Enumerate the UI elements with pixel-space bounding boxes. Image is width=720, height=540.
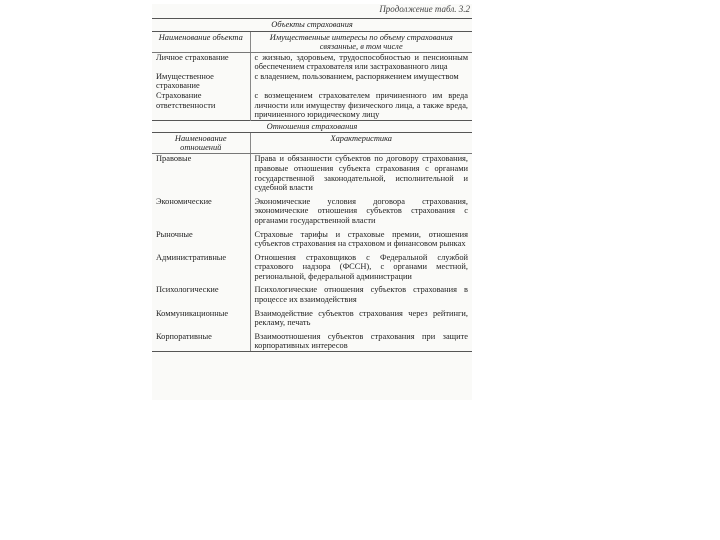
row-desc: с жизнью, здоровьем, трудоспособностью и пенсионным обеспечением страхователя или застрахованного лица [250, 52, 472, 72]
header-row [152, 133, 472, 154]
row-name: Административные [156, 252, 227, 262]
section-title-row [152, 19, 472, 32]
table-row [152, 91, 472, 120]
row-name: Личное страхование [156, 52, 229, 62]
row-desc: с владением, пользованием, распоряжением имуществом [250, 72, 472, 91]
table-row [152, 253, 472, 282]
row-name: Рыночные [156, 229, 193, 239]
table-row [152, 332, 472, 352]
row-desc: Взаимодействие субъектов страхования через рейтинги, рекламу, печать [250, 309, 472, 328]
header-characteristic: Характеристика [250, 133, 472, 154]
section-title-relations: Отношения страхования [152, 120, 472, 133]
table-caption: Продолжение табл. 3.2 [379, 4, 470, 14]
header-row [152, 31, 472, 52]
row-name: Правовые [156, 154, 192, 164]
header-relation-name: Наименование отношений [152, 133, 250, 154]
table-row [152, 230, 472, 249]
header-object-name: Наименование объекта [152, 31, 250, 52]
row-desc: Страховые тарифы и страховые премии, отношения субъектов страхования на страховом и финансовом рынках [250, 230, 472, 249]
row-name: Имущественное страхование [156, 71, 214, 91]
insurance-table [152, 18, 472, 352]
row-desc: с возмещением страхователем причиненного им вреда личности или имуществу физического лица, а также вреда, причиненного юридическому лицу [250, 91, 472, 120]
scanned-table-page [152, 4, 472, 400]
row-desc: Психологические отношения субъектов страхования в процессе их взаимодействия [250, 285, 472, 304]
row-desc: Экономические условия договора страхования, экономические отношения субъектов страхования с органами государственной власти [250, 197, 472, 226]
row-desc: Взаимоотношения субъектов страхования при защите корпоративных интересов [250, 332, 472, 352]
table-row [152, 309, 472, 328]
table-row [152, 197, 472, 226]
table-row [152, 52, 472, 72]
section-title-row [152, 120, 472, 133]
table-row [152, 154, 472, 193]
section-title-objects: Объекты страхования [152, 19, 472, 32]
header-interests: Имущественные интересы по объему страхования связанные, в том числе [250, 31, 472, 52]
table-row [152, 285, 472, 304]
row-name: Страхование ответственности [156, 90, 216, 110]
row-desc: Права и обязанности субъектов по договору страхования, правовые отношения субъекта страхования с органами государственной законодательной, исполнительной и судебной власти [250, 154, 472, 193]
row-name: Психологические [156, 285, 219, 295]
row-name: Коммуникационные [156, 308, 229, 318]
row-desc: Отношения страховщиков с Федеральной службой страхового надзора (ФССН), с органами местной, региональной, федеральной администрации [250, 253, 472, 282]
row-name: Экономические [156, 196, 212, 206]
table-row [152, 72, 472, 91]
row-name: Корпоративные [152, 332, 250, 352]
